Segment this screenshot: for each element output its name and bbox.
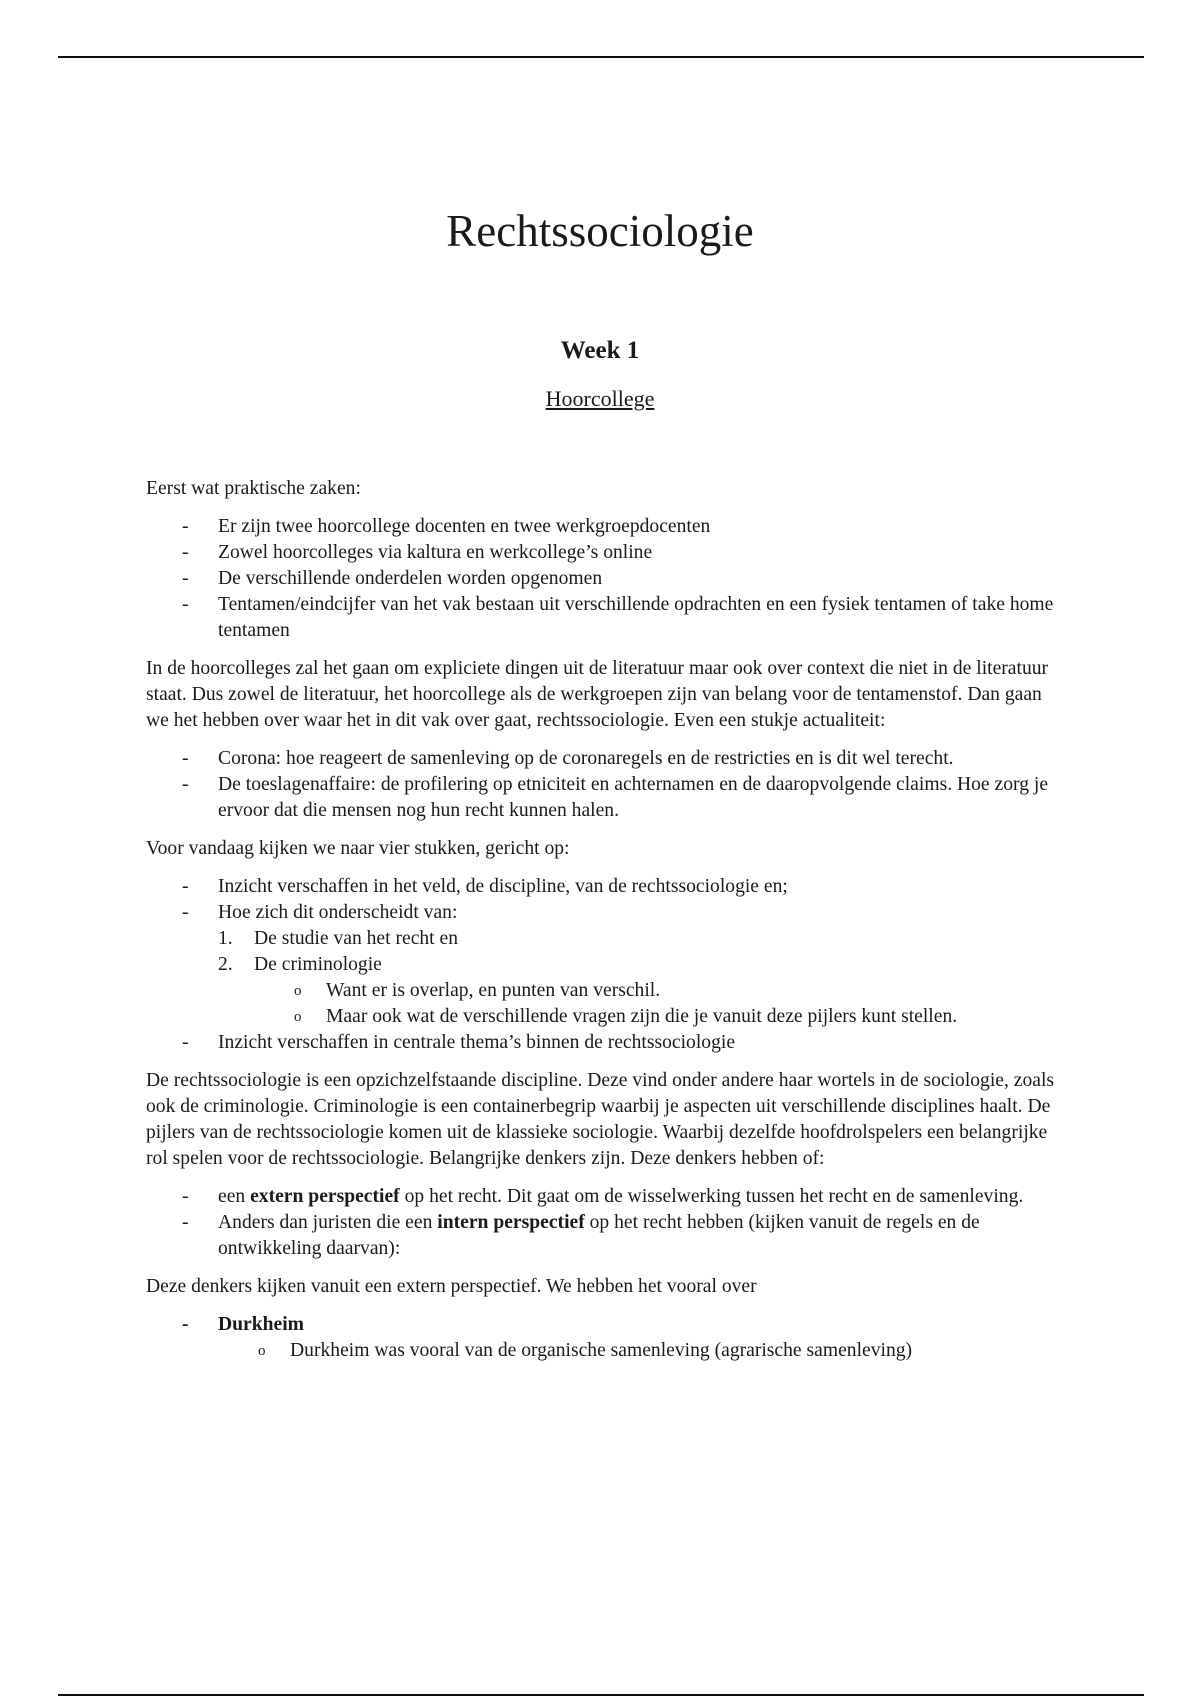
list-item xyxy=(146,592,1066,644)
list-item-text: Tentamen/eindcijfer van het vak bestaan uit verschillende opdrachten en een fysiek tentamen of take home tentamen xyxy=(218,594,1054,641)
bold-dash: - xyxy=(182,1314,189,1335)
list-item xyxy=(146,1312,1066,1364)
section-subtitle: Hoorcollege xyxy=(545,386,655,411)
numbered-list xyxy=(218,926,1066,1030)
dash-marker: - xyxy=(182,1212,189,1233)
text-span: Anders dan juristen die een xyxy=(218,1212,438,1233)
dash-marker xyxy=(182,1312,189,1338)
bottom-rule xyxy=(58,1694,1144,1696)
circle-marker: o xyxy=(294,983,302,999)
circle-item xyxy=(254,978,1066,1004)
list-item xyxy=(146,772,1066,824)
dash-marker: - xyxy=(182,594,189,615)
list-item xyxy=(146,514,1066,540)
dash-marker: - xyxy=(182,902,189,923)
text-span: op het recht hebben (kijken vanuit de regels en de ontwikkeling daarvan): xyxy=(218,1212,980,1259)
list-item xyxy=(146,746,1066,772)
list-item xyxy=(146,566,1066,592)
circle-item-text: Maar ook wat de verschillende vragen zijn die je vanuit deze pijlers kunt stellen. xyxy=(326,1006,958,1027)
circle-item xyxy=(218,1338,1066,1364)
dash-marker: - xyxy=(182,568,189,589)
paragraph-denkers: Deze denkers kijken vanuit een extern perspectief. We hebben het vooral over xyxy=(146,1276,757,1297)
dash-marker: - xyxy=(182,542,189,563)
circle-marker: o xyxy=(294,1009,302,1025)
practical-list xyxy=(146,514,1066,644)
list-item-text: Corona: hoe reageert de samenleving op de coronaregels en de restricties en is dit wel terecht. xyxy=(218,748,954,769)
numbered-item-text: De criminologie xyxy=(254,954,382,975)
week-heading: Week 1 xyxy=(560,337,640,364)
thinkers-list xyxy=(146,1312,1066,1364)
circle-item xyxy=(254,1004,1066,1030)
list-item-text: De verschillende onderdelen worden opgenomen xyxy=(218,568,603,589)
list-item-text: Er zijn twee hoorcollege docenten en twee werkgroepdocenten xyxy=(218,516,711,537)
list-item-text: Hoe zich dit onderscheidt van: xyxy=(218,902,458,923)
circle-list xyxy=(254,978,1066,1030)
paragraph-intro: Eerst wat praktische zaken: xyxy=(146,478,361,499)
list-item-text: Inzicht verschaffen in het veld, de discipline, van de rechtssociologie en; xyxy=(218,876,788,897)
dash-marker: - xyxy=(182,1186,189,1207)
list-item-text: De toeslagenaffaire: de profilering op etniciteit en achternamen en de daaropvolgende claims. Hoe zorg je ervoor dat die mensen nog hun recht kunnen halen. xyxy=(218,774,1049,821)
number-marker: 1. xyxy=(218,928,233,949)
circle-marker: o xyxy=(258,1343,266,1359)
focus-list xyxy=(146,874,1066,1056)
text-span: op het recht. Dit gaat om de wisselwerking tussen het recht en de samenleving. xyxy=(399,1186,1024,1207)
list-item xyxy=(146,900,1066,1030)
document-title: Rechtssociologie xyxy=(446,206,754,256)
thinker-name: Durkheim xyxy=(218,1314,305,1335)
list-item xyxy=(146,1210,1066,1262)
list-item xyxy=(146,1030,1066,1056)
list-item-text: Inzicht verschaffen in centrale thema’s binnen de rechtssociologie xyxy=(218,1032,736,1053)
paragraph-hoorcolleges: In de hoorcolleges zal het gaan om expliciete dingen uit de literatuur maar ook over context die niet in de literatuur staat. Dus zowel de literatuur, het hoorcollege als de werkgroepen zijn van belang voor de tentamenstof. Dan gaan we het hebben over waar het in dit vak over gaat, rechtssociologie. Even een stukje actualiteit: xyxy=(146,658,1049,731)
dash-marker: - xyxy=(182,516,189,537)
numbered-item-text: De studie van het recht en xyxy=(254,928,459,949)
list-item xyxy=(146,1184,1066,1210)
list-item xyxy=(146,540,1066,566)
document-body xyxy=(146,476,1066,1376)
text-span: een xyxy=(218,1186,251,1207)
number-marker: 2. xyxy=(218,954,233,975)
dash-marker: - xyxy=(182,748,189,769)
dash-marker: - xyxy=(182,876,189,897)
actualiteit-list xyxy=(146,746,1066,824)
paragraph-vandaag: Voor vandaag kijken we naar vier stukken, gericht op: xyxy=(146,838,570,859)
list-item-text: Zowel hoorcolleges via kaltura en werkcollege’s online xyxy=(218,542,653,563)
circle-list xyxy=(218,1338,1066,1364)
circle-item-text: Durkheim was vooral van de organische samenleving (agrarische samenleving) xyxy=(290,1340,913,1361)
numbered-item xyxy=(218,952,1066,1030)
top-rule xyxy=(58,56,1144,58)
bold-term: intern perspectief xyxy=(437,1212,585,1233)
bold-term: extern perspectief xyxy=(250,1186,400,1207)
list-item xyxy=(146,874,1066,900)
dash-marker: - xyxy=(182,774,189,795)
circle-item-text: Want er is overlap, en punten van verschil. xyxy=(326,980,661,1001)
dash-marker: - xyxy=(182,1032,189,1053)
perspective-list xyxy=(146,1184,1066,1262)
numbered-item xyxy=(218,926,1066,952)
paragraph-discipline: De rechtssociologie is een opzichzelfstaande discipline. Deze vind onder andere haar wortels in de sociologie, zoals ook de criminologie. Criminologie is een containerbegrip waarbij je aspecten uit verschillende disciplines haalt. De pijlers van de rechtssociologie komen uit de klassieke sociologie. Waarbij dezelfde hoofdrolspelers een belangrijke rol spelen voor de rechtssociologie. Belangrijke denkers zijn. Deze denkers hebben of: xyxy=(146,1070,1055,1169)
